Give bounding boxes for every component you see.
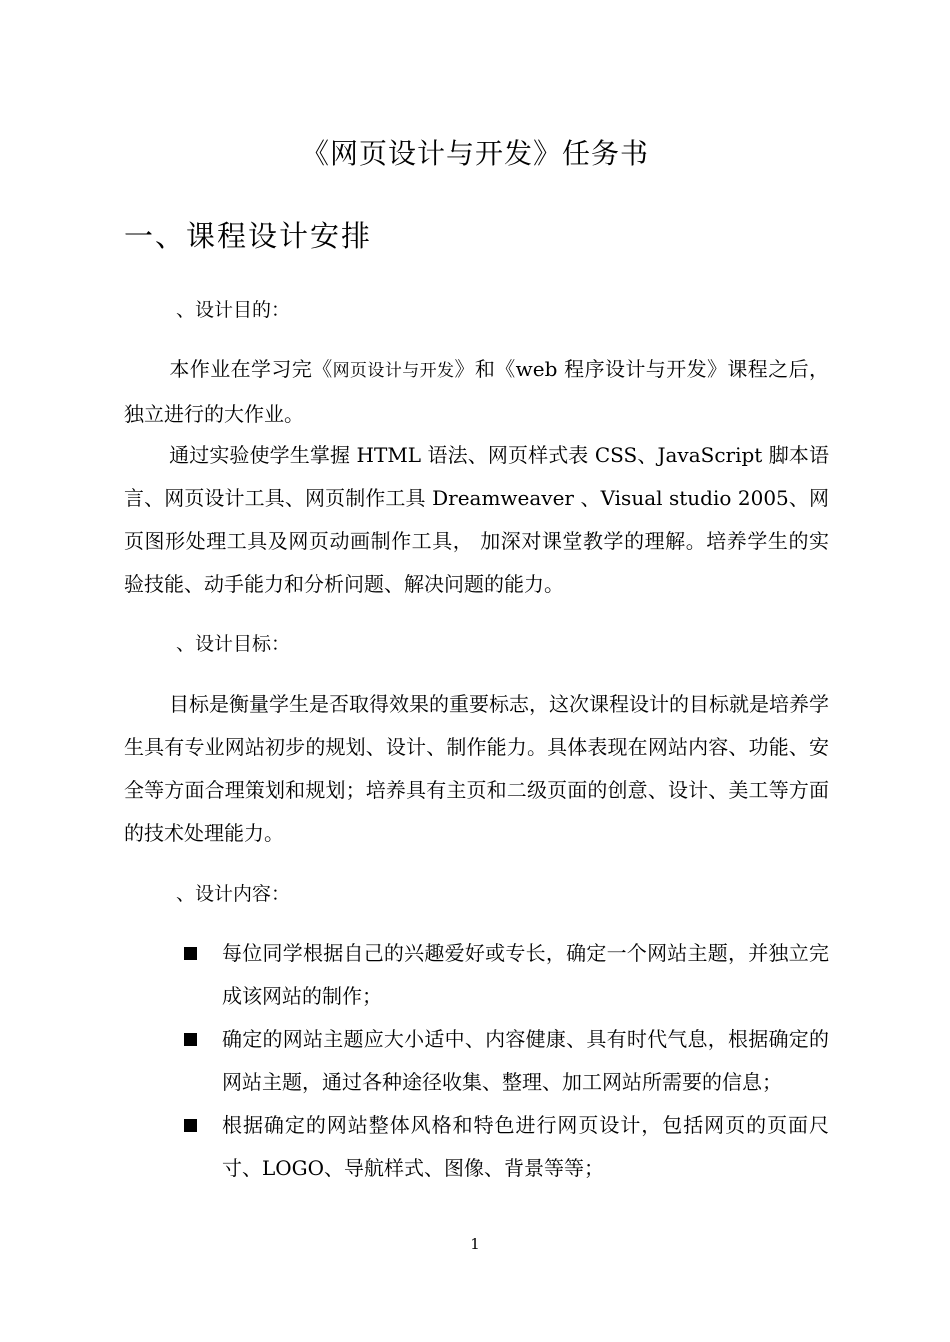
content-heading: 、设计内容： — [176, 883, 291, 905]
goal-p1-text: 目标是衡量学生是否取得效果的重要标志，这次课程设计的目标就是培养学生具有专业网站初步的规划、设计、制作能力。具体表现在网站内容、功能、安全等方面合理策划和规划；培养具有主页和二级页面的创意、设计、美工等方面的技术处理能力。 — [124, 692, 829, 845]
content-list — [124, 932, 829, 1190]
document-title: 《网页设计与开发》任务书 — [300, 137, 649, 170]
square-bullet-icon — [184, 947, 197, 960]
purpose-p1-b: 》和《web 程序设计与开发》课程之后，独立进行的大作业。 — [124, 357, 830, 426]
list-item-text: 确定的网站主题应大小适中、内容健康、具有时代气息，根据确定的网站主题，通过各种途径收集、整理、加工网站所需要的信息； — [222, 1027, 829, 1094]
square-bullet-icon — [184, 1119, 197, 1132]
purpose-p1-a: 本作业在学习完《 — [169, 357, 333, 381]
goal-paragraph — [124, 683, 829, 855]
list-item-text: 根据确定的网站整体风格和特色进行网页设计，包括网页的页面尺寸、LOGO、导航样式、图像、背景等等； — [222, 1113, 829, 1180]
goal-heading: 、设计目标： — [176, 633, 291, 655]
list-item — [124, 1018, 829, 1104]
purpose-paragraph-1 — [124, 348, 829, 436]
purpose-p2-text: 通过实验使学生掌握 HTML 语法、网页样式表 CSS、JavaScript 脚本语言、网页设计工具、网页制作工具 Dreamweaver 、Visual studio 2005、网页图形处理工具及网页动画制作工具， 加深对课堂教学的理解。培养学生的实验技能、动手能力和分析问题、解决问题的能力。 — [124, 443, 829, 596]
list-item-text: 每位同学根据自己的兴趣爱好或专长，确定一个网站主题，并独立完成该网站的制作； — [222, 941, 829, 1008]
page-number: 1 — [470, 1235, 480, 1253]
list-item — [124, 932, 829, 1018]
list-item — [124, 1104, 829, 1190]
purpose-paragraph-2 — [124, 434, 829, 606]
section-heading: 一、课程设计安排 — [124, 219, 373, 253]
square-bullet-icon — [184, 1033, 197, 1046]
purpose-p1-book: 网页设计与开发 — [332, 361, 455, 381]
purpose-heading: 、设计目的： — [176, 299, 291, 321]
